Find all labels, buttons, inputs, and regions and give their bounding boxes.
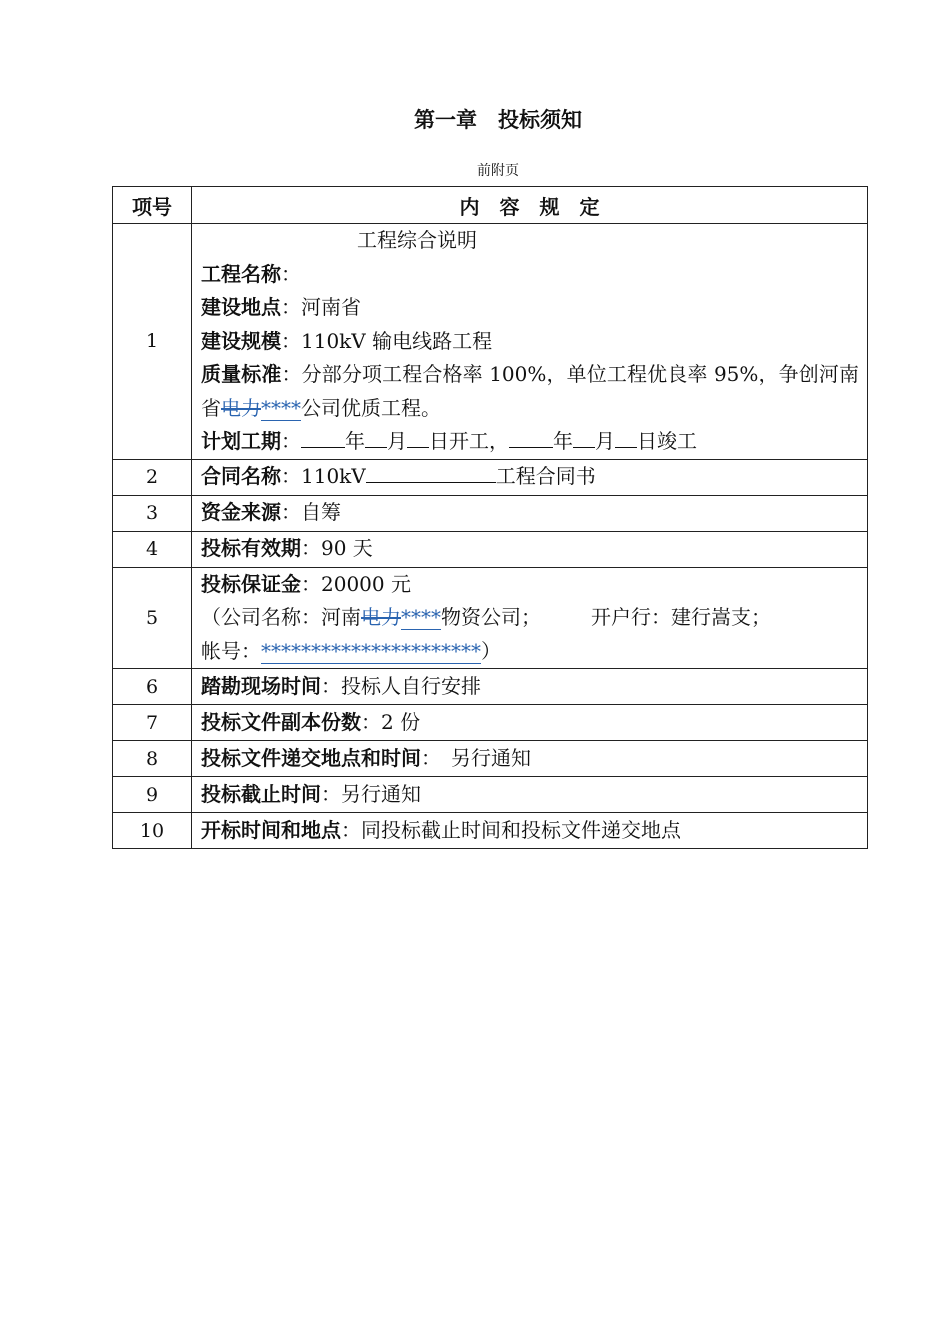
- row-index: 4: [113, 531, 192, 567]
- table-row: [113, 813, 868, 849]
- row-index: 9: [113, 777, 192, 813]
- blank-day-start: [407, 425, 429, 448]
- table-header-row: [113, 187, 868, 224]
- row-content: 踏勘现场时间：投标人自行安排: [192, 669, 868, 705]
- section-heading: 工程综合说明: [357, 228, 477, 252]
- blank-month-start: [365, 425, 387, 448]
- project-name-line: 工程名称：: [201, 261, 301, 286]
- table-row: [113, 741, 868, 777]
- row-content: 投标有效期：90 天: [192, 531, 868, 567]
- table-row: [113, 567, 868, 669]
- redacted-word: 电力: [361, 605, 401, 629]
- deposit-line: 投标保证金：20000 元: [201, 571, 411, 596]
- schedule-line: 计划工期： 年 月 日开工， 年 月 日竣工: [201, 425, 859, 459]
- location-line: 建设地点：河南省: [201, 295, 361, 319]
- row-content: 合同名称：110kV 工程合同书: [192, 459, 868, 495]
- blank-year-start: [301, 425, 345, 448]
- row-content: 投标文件副本份数：2 份: [192, 705, 868, 741]
- table-row: [113, 777, 868, 813]
- row-content: 投标文件递交地点和时间： 另行通知: [192, 741, 868, 777]
- row-index: 6: [113, 669, 192, 705]
- row-index: 10: [113, 813, 192, 849]
- redacted-word: 电力: [221, 395, 261, 420]
- row-content: 资金来源：自筹: [192, 495, 868, 531]
- redacted-mask: ****: [401, 605, 441, 629]
- row-index: 8: [113, 741, 192, 777]
- row-index: 1: [113, 224, 192, 460]
- redacted-mask: ****: [261, 395, 301, 420]
- row-content: [192, 567, 868, 669]
- header-index: 项号: [113, 187, 192, 224]
- redacted-account: **********************: [261, 638, 481, 663]
- blank-year-end: [509, 425, 553, 448]
- row-index: 3: [113, 495, 192, 531]
- quality-line: 质量标准：分部分项工程合格率 100%，单位工程优良率 95%，争创河南省电力****公司优质工程。: [201, 362, 860, 420]
- row-content: [192, 224, 868, 460]
- table-row: [113, 459, 868, 495]
- row-content: 投标截止时间：另行通知: [192, 777, 868, 813]
- table-row: [113, 705, 868, 741]
- table-row: [113, 669, 868, 705]
- row-index: 2: [113, 459, 192, 495]
- table-row: [113, 531, 868, 567]
- header-content: 内 容 规 定: [192, 187, 868, 224]
- table-row: [113, 224, 868, 460]
- blank-month-end: [573, 425, 595, 448]
- table-row: [113, 495, 868, 531]
- table-caption: 前附页: [477, 163, 519, 179]
- blank-contract-name: [366, 460, 496, 483]
- tender-spec-table: [112, 186, 868, 849]
- row-content: 开标时间和地点：同投标截止时间和投标文件递交地点: [192, 813, 868, 849]
- account-line: 帐号：**********************）: [201, 638, 501, 663]
- row-index: 5: [113, 567, 192, 669]
- company-line: （公司名称：河南电力****物资公司； 开户行：建行嵩支；: [201, 605, 771, 629]
- blank-day-end: [615, 425, 637, 448]
- chapter-title: 第一章 投标须知: [414, 108, 582, 132]
- row-index: 7: [113, 705, 192, 741]
- scale-line: 建设规模：110kV 输电线路工程: [201, 328, 493, 353]
